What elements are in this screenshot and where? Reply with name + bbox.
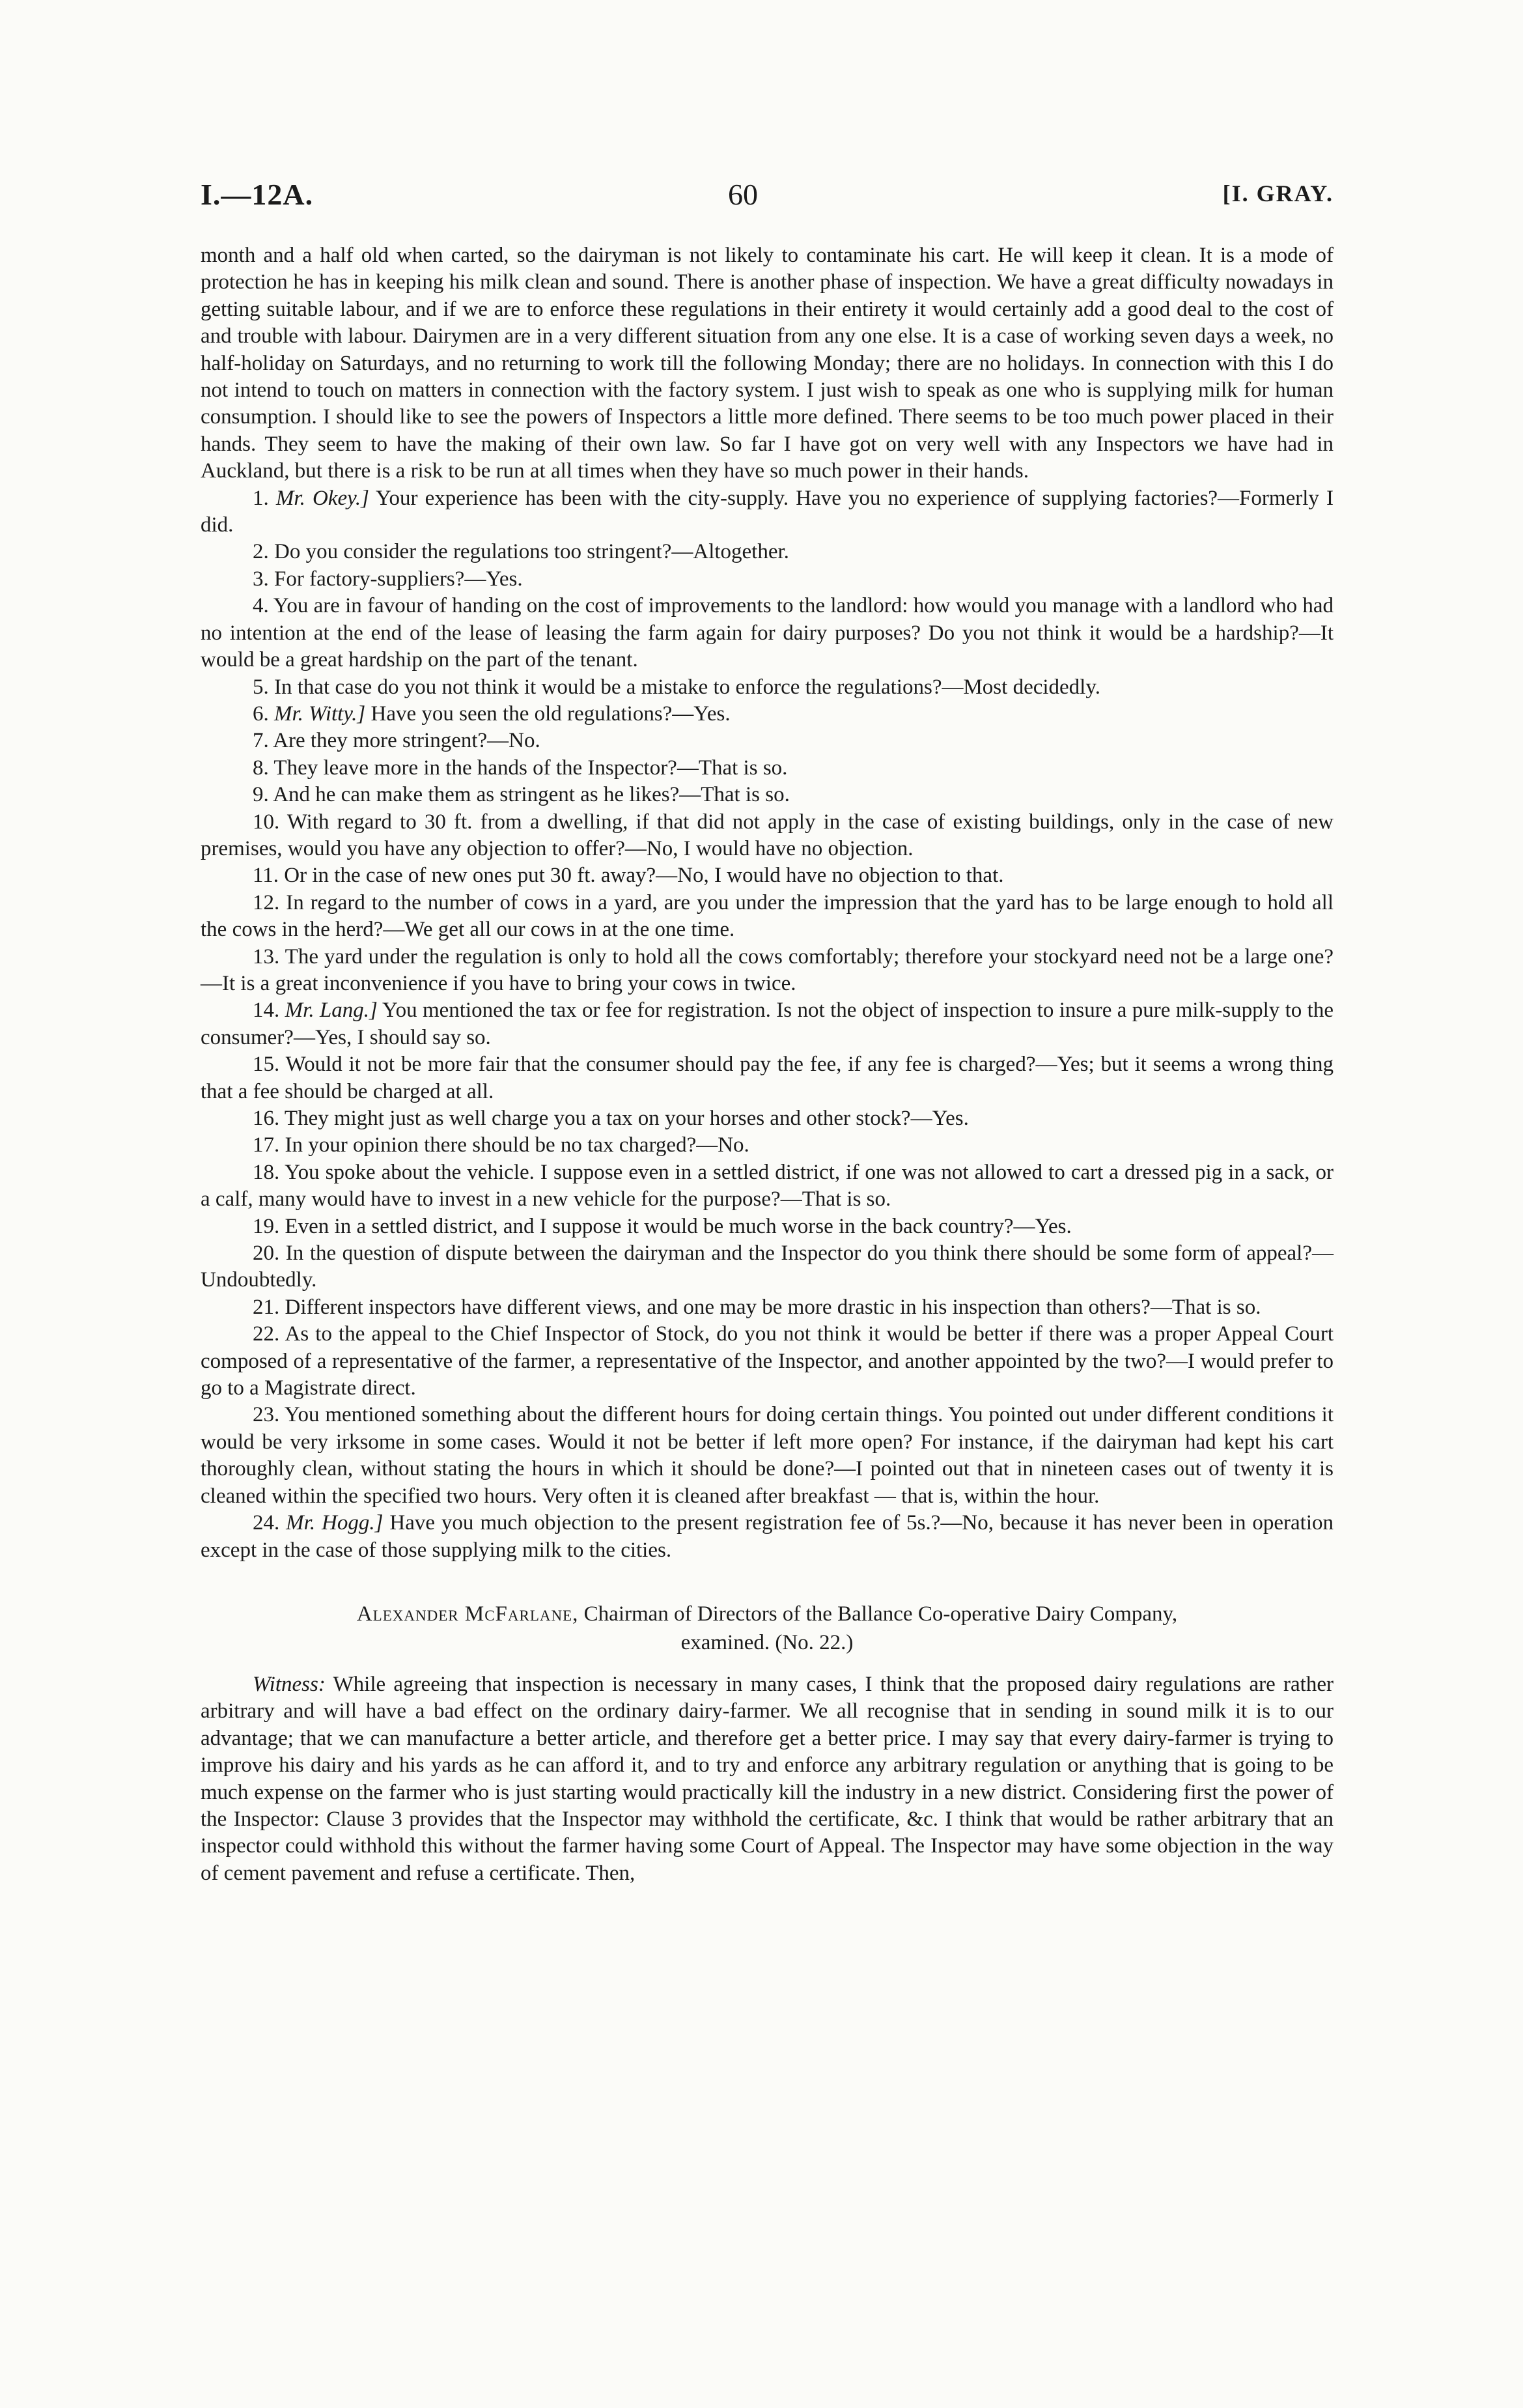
qa-item: 24. Mr. Hogg.] Have you much objection to the present registration fee of 5s.?—No, because it has never been in operation except in the case of those supplying milk to the cities.: [201, 1511, 1334, 1562]
qa-item: 7. Are they more stringent?—No.: [253, 729, 540, 753]
document-reference: I.—12A.: [201, 178, 314, 211]
opening-paragraph: month and a half old when carted, so the dairyman is not likely to contaminate his cart. He will keep it clean. It is a mode of protection he has in keeping his milk clean and sound. There is another phase of inspection. We have a great difficulty nowadays in getting suitable labour, and if we are to enforce these regulations in their entirety it would certainly add a good deal to the cost of and trouble with labour. Dairymen are in a very different situation from any one else. It is a case of working seven days a week, no half-holiday on Saturdays, and no returning to work till the following Monday; there are no holidays. In connection with this I do not intend to touch on matters in connection with the factory system. I just wish to speak as one who is supplying milk for human consumption. I should like to see the powers of Inspectors a little more defined. There seems to be too much power placed in their hands. They seem to have the making of their own law. So far I have got on very well with any Inspectors we have had in Auckland, but there is a risk to be run at all times when they have so much power in their hands.: [201, 244, 1334, 483]
qa-item: 4. You are in favour of handing on the cost of improvements to the landlord: how would you manage with a landlord who had no intention at the end of the lease of leasing the farm again for dairy purposes? Do you not think it would be a hardship?—It would be a great hardship on the part of the tenant.: [201, 594, 1334, 672]
qa-item: 22. As to the appeal to the Chief Inspector of Stock, do you not think it would be better if there was a proper Appeal Court composed of a representative of the farmer, a representative of the Inspector, and another appointed by the two?—I would prefer to go to a Magistrate direct.: [201, 1322, 1334, 1400]
qa-item: 11. Or in the case of new ones put 30 ft. away?—No, I would have no objection to that.: [253, 864, 1004, 888]
qa-item: 6. Mr. Witty.] Have you seen the old regulations?—Yes.: [253, 701, 731, 726]
question-list: [201, 485, 1334, 1564]
qa-item: 14. Mr. Lang.] You mentioned the tax or fee for registration. Is not the object of inspection to insure a pure milk-supply to the consumer?—Yes, I should say so.: [201, 999, 1334, 1049]
qa-item: 16. They might just as well charge you a tax on your horses and other stock?—Yes.: [253, 1107, 969, 1130]
witness-examined: examined. (No. 22.): [680, 1630, 854, 1654]
qa-item: 12. In regard to the number of cows in a yard, are you under the impression that the yard has to be large enough to hold all the cows in the herd?—We get all our cows in at the one time.: [201, 890, 1334, 942]
qa-item: 19. Even in a settled district, and I suppose it would be much worse in the back country?—Yes.: [253, 1214, 1072, 1238]
page-header: [201, 177, 1334, 216]
witness-heading: [201, 1600, 1334, 1657]
witness-statement: Witness: While agreeing that inspection is necessary in many cases, I think that the proposed dairy regulations are rather arbitrary and will have a bad effect on the ordinary dairy-farmer. We all recognise that in sending in sound milk it is to our advantage; that we can manufacture a better article, and therefore get a better price. I may say that every dairy-farmer is trying to improve his dairy and his yards as he can afford it, and to try and enforce any arbitrary regulation or anything that is going to be much expense on the farmer who is just starting would practically kill the industry in a new district. Considering first the power of the Inspector: Clause 3 provides that the Inspector may withhold the certificate, &c. I think that would be rather arbitrary that an inspector could withhold this without the farmer having some Court of Appeal. The Inspector may have some objection in the way of cement pavement and refuse a certificate. Then,: [201, 1672, 1334, 1885]
qa-item: 1. Mr. Okey.] Your experience has been with the city-supply. Have you no experience of supplying factories?—Formerly I did.: [201, 486, 1334, 537]
witness-title: Chairman of Directors of the Ballance Co-operative Dairy Company,: [583, 1602, 1178, 1626]
qa-item: 15. Would it not be more fair that the consumer should pay the fee, if any fee is charged?—Yes; but it seems a wrong thing that a fee should be charged at all.: [201, 1053, 1334, 1103]
witness-running-head: [I. GRAY.: [1222, 180, 1334, 206]
page-number: 60: [728, 178, 758, 211]
qa-item: 20. In the question of dispute between the dairyman and the Inspector do you think there should be some form of appeal?—Undoubtedly.: [201, 1241, 1334, 1292]
qa-item: 5. In that case do you not think it would be a mistake to enforce the regulations?—Most decidedly.: [253, 675, 1100, 699]
qa-item: 3. For factory-suppliers?—Yes.: [253, 567, 523, 591]
qa-item: 13. The yard under the regulation is only to hold all the cows comfortably; therefore your stockyard need not be a large one?—It is a great inconvenience if you have to bring your cows in twice.: [201, 944, 1334, 995]
qa-item: 21. Different inspectors have different views, and one may be more drastic in his inspection than others?—That is so.: [253, 1295, 1261, 1319]
qa-item: 17. In your opinion there should be no tax charged?—No.: [253, 1133, 749, 1157]
qa-item: 9. And he can make them as stringent as he likes?—That is so.: [253, 783, 790, 807]
qa-item: 2. Do you consider the regulations too stringent?—Altogether.: [253, 540, 789, 564]
witness-name: Alexander McFarlane,: [356, 1602, 579, 1626]
qa-item: 23. You mentioned something about the different hours for doing certain things. You pointed out under different conditions it would be very irksome in some cases. Would it not be better if left more open? For instance, if the dairyman had kept his cart thoroughly clean, without stating the hours in which it should be done?—I pointed out that in nineteen cases out of twenty it is cleaned within the specified two hours. Very often it is cleaned after breakfast — that is, within the hour.: [201, 1403, 1334, 1508]
page-body: [201, 242, 1334, 1887]
qa-item: 10. With regard to 30 ft. from a dwelling, if that did not apply in the case of existing buildings, only in the case of new premises, would you have any objection to offer?—No, I would have no objection.: [201, 810, 1334, 860]
qa-item: 18. You spoke about the vehicle. I suppose even in a settled district, if one was not allowed to cart a dressed pig in a sack, or a calf, many would have to invest in a new vehicle for the purpose?—That is so.: [201, 1160, 1334, 1211]
qa-item: 8. They leave more in the hands of the Inspector?—That is so.: [253, 756, 788, 780]
